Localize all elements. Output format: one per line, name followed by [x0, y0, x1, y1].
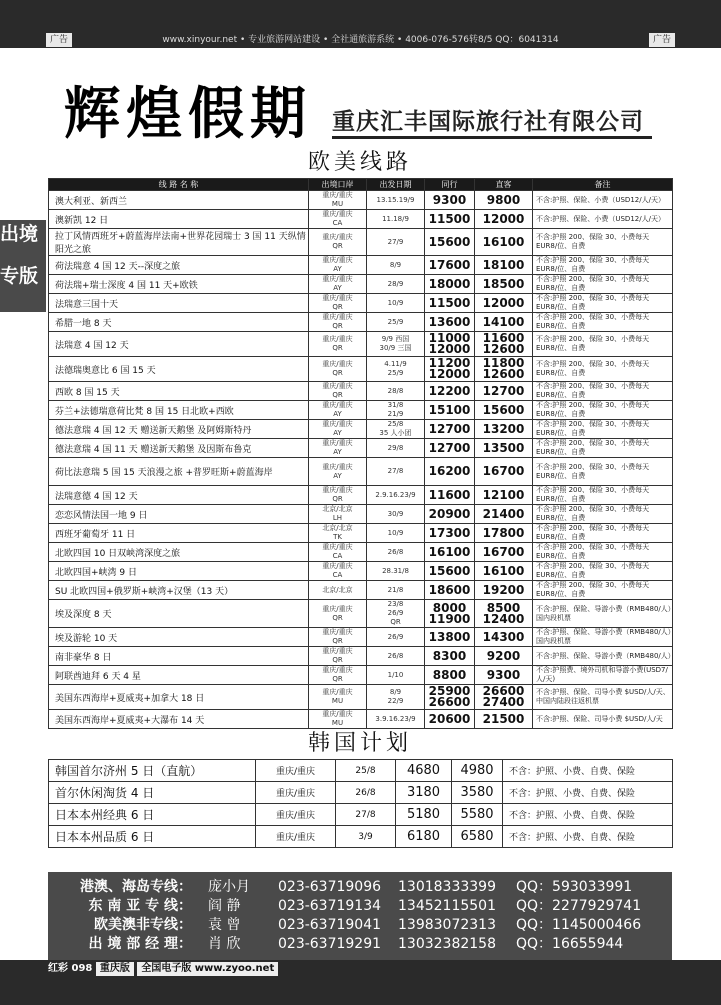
- date-cell: 26/8: [367, 543, 425, 562]
- note-cell: 不含：护照、小费、自费、保险: [503, 804, 673, 826]
- europe-table: [48, 178, 673, 729]
- contact-name: 庞小月: [208, 879, 250, 895]
- footer-edition: 重庆版: [96, 962, 134, 976]
- retail-price-cell: 12000: [475, 210, 533, 229]
- table-row: [49, 439, 673, 458]
- date-cell: 26/9: [367, 628, 425, 647]
- note-cell: 不含:护照、保险、小费（USD12/人/天）: [533, 210, 673, 229]
- route-cell: 埃及深度 8 天: [49, 600, 309, 628]
- note-cell: 不含:护照 200、保险 30、小费每天 EUR8/位、自费: [533, 581, 673, 600]
- route-cell: 美国东西海岸+夏威夷+大瀑布 14 天: [49, 710, 309, 729]
- note-cell: 不含：护照、小费、自费、保险: [503, 782, 673, 804]
- side-tab-char: 专: [0, 265, 20, 287]
- city-cell: 重庆/重庆 QR: [309, 382, 367, 401]
- table-row: [49, 229, 673, 256]
- peer-price-cell: 16200: [425, 458, 475, 486]
- date-cell: 10/9: [367, 524, 425, 543]
- peer-price-cell: 3180: [396, 782, 452, 804]
- footer-site[interactable]: 全国电子版 www.zyoo.net: [137, 962, 278, 976]
- peer-price-cell: 11500: [425, 294, 475, 313]
- retail-price-cell: 5580: [452, 804, 503, 826]
- note-cell: 不含:护照 200、保险 30、小费每天 EUR8/位、自费: [533, 294, 673, 313]
- peer-price-cell: 6180: [396, 826, 452, 848]
- contact-role: 东 南 亚 专 线：: [88, 898, 192, 914]
- note-cell: 不含：护照、小费、自费、保险: [503, 826, 673, 848]
- date-cell: 28/8: [367, 382, 425, 401]
- date-cell: 3/9: [336, 826, 396, 848]
- brand-underline: [332, 136, 652, 139]
- note-cell: 不含:护照、保险、导游小费（RMB480/人）国内段机票: [533, 628, 673, 647]
- content: [48, 148, 675, 848]
- retail-price-cell: 16100: [475, 562, 533, 581]
- retail-price-cell: 12000: [475, 294, 533, 313]
- note-cell: 不含:护照 200、保险 30、小费每天 EUR8/位、自费: [533, 524, 673, 543]
- peer-price-cell: 13600: [425, 313, 475, 332]
- peer-price-cell: 20600: [425, 710, 475, 729]
- retail-price-cell: 15600: [475, 401, 533, 420]
- table-row: [49, 826, 673, 848]
- route-cell: 日本本州经典 6 日: [49, 804, 256, 826]
- table-row: [49, 357, 673, 382]
- note-cell: 不含:护照 200、保险 30、小费每天 EUR8/位、自费: [533, 420, 673, 439]
- header-peer: 同行: [425, 179, 475, 191]
- peer-price-cell: 11600: [425, 486, 475, 505]
- city-cell: 重庆/重庆 QR: [309, 647, 367, 666]
- top-info: www.xinyour.net • 专业旅游网站建设 • 全社通旅游系统 • 4006-076-576转8/5 QQ：6041314: [162, 35, 559, 45]
- peer-price-cell: 12700: [425, 420, 475, 439]
- table-row: [49, 685, 673, 710]
- side-tab-char: 版: [19, 265, 39, 287]
- note-cell: 不含:护照、保险、小费（USD12/人/天）: [533, 191, 673, 210]
- note-cell: 不含:护照 200、保险 30、小费每天 EUR8/位、自费: [533, 332, 673, 357]
- note-cell: 不含:护照费、境外司机和导游小费(USD7/人/天): [533, 666, 673, 685]
- peer-price-cell: 17300: [425, 524, 475, 543]
- route-cell: SU 北欧四国+俄罗斯+峡湾+汉堡（13 天）: [49, 581, 309, 600]
- retail-price-cell: 9300: [475, 666, 533, 685]
- table-row: [49, 332, 673, 357]
- table-row: [49, 401, 673, 420]
- contact-row: [48, 878, 672, 897]
- date-cell: 13.15.19/9: [367, 191, 425, 210]
- note-cell: 不含:护照、保险、司导小费 $USD/人/天、中国内陆段往返机票: [533, 685, 673, 710]
- note-cell: 不含:护照 200、保险 30、小费每天 EUR8/位、自费: [533, 439, 673, 458]
- retail-price-cell: 21400: [475, 505, 533, 524]
- route-cell: 德法意瑞 4 国 11 天 赠送新天鹅堡 及因斯布鲁克: [49, 439, 309, 458]
- retail-price-cell: 16700: [475, 458, 533, 486]
- date-cell: 26/8: [367, 647, 425, 666]
- retail-price-cell: 13200: [475, 420, 533, 439]
- contact-qq: QQ：2277929741: [516, 898, 642, 914]
- city-cell: 重庆/重庆 MU: [309, 191, 367, 210]
- route-cell: 芬兰+法德瑞意荷比梵 8 国 15 日北欧+西欧: [49, 401, 309, 420]
- peer-price-cell: 25900 26600: [425, 685, 475, 710]
- city-cell: 重庆/重庆 QR: [309, 229, 367, 256]
- route-cell: 西班牙葡萄牙 11 日: [49, 524, 309, 543]
- note-cell: 不含:护照 200、保险 30、小费每天 EUR8/位、自费: [533, 543, 673, 562]
- route-cell: 法德瑞奥意比 6 国 15 天: [49, 357, 309, 382]
- europe-title: 欧美线路: [307, 150, 412, 175]
- peer-price-cell: 5180: [396, 804, 452, 826]
- route-cell: 恋恋风情法国一地 9 日: [49, 505, 309, 524]
- brand-header: [48, 48, 672, 148]
- city-cell: 重庆/重庆 CA: [309, 562, 367, 581]
- side-tab-char: 境: [19, 223, 39, 245]
- city-cell: 北京/北京 LH: [309, 505, 367, 524]
- city-cell: 重庆/重庆 MU: [309, 710, 367, 729]
- city-cell: 重庆/重庆 QR: [309, 294, 367, 313]
- retail-price-cell: 26600 27400: [475, 685, 533, 710]
- contact-row: [48, 897, 672, 916]
- peer-price-cell: 12200: [425, 382, 475, 401]
- city-cell: 重庆/重庆 QR: [309, 486, 367, 505]
- date-cell: 21/8: [367, 581, 425, 600]
- top-bar: [0, 0, 721, 48]
- city-cell: 重庆/重庆: [256, 760, 336, 782]
- retail-price-cell: 6580: [452, 826, 503, 848]
- contact-name: 阎 静: [208, 898, 241, 914]
- retail-price-cell: 16100: [475, 229, 533, 256]
- table-row: [49, 581, 673, 600]
- note-cell: 不含:护照 200、保险 30、小费每天 EUR8/位、自费: [533, 229, 673, 256]
- contact-mobile: 13032382158: [398, 936, 496, 952]
- note-cell: 不含:护照 200、保险 30、小费每天 EUR8/位、自费: [533, 458, 673, 486]
- table-header: [49, 179, 673, 191]
- route-cell: 法瑞意 4 国 12 天: [49, 332, 309, 357]
- date-cell: 10/9: [367, 294, 425, 313]
- route-cell: 韩国首尔济州 5 日（直航）: [49, 760, 256, 782]
- table-row: [49, 256, 673, 275]
- contact-role: 出 境 部 经 理：: [88, 936, 192, 952]
- city-cell: 重庆/重庆 MU: [309, 685, 367, 710]
- route-cell: 阿联酋迪拜 6 天 4 星: [49, 666, 309, 685]
- retail-price-cell: 9800: [475, 191, 533, 210]
- city-cell: 重庆/重庆: [256, 804, 336, 826]
- table-row: [49, 191, 673, 210]
- table-row: [49, 420, 673, 439]
- route-cell: 荷法瑞意 4 国 12 天--深度之旅: [49, 256, 309, 275]
- route-cell: 法瑞意德 4 国 12 天: [49, 486, 309, 505]
- date-cell: 25/9: [367, 313, 425, 332]
- date-cell: 9/9 西国 30/9 三国: [367, 332, 425, 357]
- table-row: [49, 294, 673, 313]
- brand-title: 辉煌假期: [64, 81, 312, 147]
- peer-price-cell: 9300: [425, 191, 475, 210]
- note-cell: 不含:护照 200、保险 30、小费每天 EUR8/位、自费: [533, 275, 673, 294]
- note-cell: 不含:护照 200、保险 30、小费每天 EUR8/位、自费: [533, 357, 673, 382]
- city-cell: 重庆/重庆 QR: [309, 357, 367, 382]
- route-cell: 北欧四国 10 日双峡湾深度之旅: [49, 543, 309, 562]
- city-cell: 北京/北京: [309, 581, 367, 600]
- contact-mobile: 13983072313: [398, 917, 496, 933]
- table-row: [49, 313, 673, 332]
- table-row: [49, 275, 673, 294]
- header-route: 线 路 名 称: [49, 179, 309, 191]
- date-cell: 25/8: [336, 760, 396, 782]
- note-cell: 不含:护照 200、保险 30、小费每天 EUR8/位、自费: [533, 562, 673, 581]
- contact-role: 欧美澳非专线：: [94, 917, 192, 933]
- retail-price-cell: 12700: [475, 382, 533, 401]
- peer-price-cell: 8000 11900: [425, 600, 475, 628]
- peer-price-cell: 13800: [425, 628, 475, 647]
- note-cell: 不含:护照 200、保险 30、小费每天 EUR8/位、自费: [533, 486, 673, 505]
- peer-price-cell: 15100: [425, 401, 475, 420]
- contacts-panel: [48, 872, 672, 960]
- retail-price-cell: 18500: [475, 275, 533, 294]
- peer-price-cell: 15600: [425, 229, 475, 256]
- date-cell: 8/9: [367, 256, 425, 275]
- route-cell: 西欧 8 国 15 天: [49, 382, 309, 401]
- route-cell: 美国东西海岸+夏威夷+加拿大 18 日: [49, 685, 309, 710]
- peer-price-cell: 17600: [425, 256, 475, 275]
- city-cell: 重庆/重庆 AY: [309, 439, 367, 458]
- table-row: [49, 524, 673, 543]
- contact-name: 袁 曾: [208, 917, 241, 933]
- city-cell: 重庆/重庆 QR: [309, 628, 367, 647]
- note-cell: 不含:护照 200、保险 30、小费每天 EUR8/位、自费: [533, 256, 673, 275]
- retail-price-cell: 8500 12400: [475, 600, 533, 628]
- note-cell: 不含:护照、保险、导游小费（RMB480/人）国内段机票: [533, 600, 673, 628]
- header-date: 出发日期: [367, 179, 425, 191]
- brand-subtitle: 重庆汇丰国际旅行社有限公司: [332, 109, 644, 135]
- contact-row: [48, 916, 672, 935]
- peer-price-cell: 8300: [425, 647, 475, 666]
- retail-price-cell: 12100: [475, 486, 533, 505]
- peer-price-cell: 11500: [425, 210, 475, 229]
- route-cell: 澳大利亚、新西兰: [49, 191, 309, 210]
- contact-role: 港澳、海岛专线：: [80, 879, 192, 895]
- ad-tag-left: 广告: [46, 33, 72, 47]
- city-cell: 重庆/重庆: [256, 826, 336, 848]
- date-cell: 27/8: [367, 458, 425, 486]
- contact-phone: 023-63719134: [278, 898, 382, 914]
- contact-phone: 023-63719096: [278, 879, 382, 895]
- date-cell: 4.11/9 25/9: [367, 357, 425, 382]
- city-cell: 重庆/重庆 AY: [309, 420, 367, 439]
- date-cell: 1/10: [367, 666, 425, 685]
- peer-price-cell: 20900: [425, 505, 475, 524]
- retail-price-cell: 19200: [475, 581, 533, 600]
- contact-qq: QQ：1145000466: [516, 917, 642, 933]
- city-cell: 重庆/重庆 QR: [309, 332, 367, 357]
- retail-price-cell: 11600 12600: [475, 332, 533, 357]
- retail-price-cell: 14300: [475, 628, 533, 647]
- route-cell: 首尔休闲淘货 4 日: [49, 782, 256, 804]
- retail-price-cell: 11800 12600: [475, 357, 533, 382]
- note-cell: 不含:护照 200、保险 30、小费每天 EUR8/位、自费: [533, 382, 673, 401]
- contact-mobile: 13018333399: [398, 879, 496, 895]
- note-cell: 不含:护照 200、保险 30、小费每天 EUR8/位、自费: [533, 505, 673, 524]
- table-row: [49, 600, 673, 628]
- peer-price-cell: 18000: [425, 275, 475, 294]
- korea-table: [48, 759, 673, 848]
- city-cell: 重庆/重庆 QR: [309, 666, 367, 685]
- table-row: [49, 458, 673, 486]
- date-cell: 27/9: [367, 229, 425, 256]
- city-cell: 重庆/重庆 QR: [309, 600, 367, 628]
- contact-name: 肖 欣: [208, 936, 241, 952]
- contact-row: [48, 935, 672, 954]
- route-cell: 荷比法意瑞 5 国 15 天浪漫之旅 +普罗旺斯+蔚蓝海岸: [49, 458, 309, 486]
- route-cell: 希腊一地 8 天: [49, 313, 309, 332]
- contact-phone: 023-63719291: [278, 936, 382, 952]
- route-cell: 日本本州品质 6 日: [49, 826, 256, 848]
- date-cell: 11.18/9: [367, 210, 425, 229]
- retail-price-cell: 9200: [475, 647, 533, 666]
- peer-price-cell: 15600: [425, 562, 475, 581]
- route-cell: 拉丁风情西班牙+蔚蓝海岸法南+世界花园瑞士 3 国 11 天纵情阳光之旅: [49, 229, 309, 256]
- table-row: [49, 543, 673, 562]
- peer-price-cell: 8800: [425, 666, 475, 685]
- city-cell: 重庆/重庆 CA: [309, 543, 367, 562]
- date-cell: 2.9.16.23/9: [367, 486, 425, 505]
- note-cell: 不含:护照、保险、司导小费 $USD/人/天: [533, 710, 673, 729]
- route-cell: 澳新凯 12 日: [49, 210, 309, 229]
- date-cell: 26/8: [336, 782, 396, 804]
- peer-price-cell: 12700: [425, 439, 475, 458]
- table-row: [49, 562, 673, 581]
- retail-price-cell: 13500: [475, 439, 533, 458]
- date-cell: 8/9 22/9: [367, 685, 425, 710]
- date-cell: 28.31/8: [367, 562, 425, 581]
- peer-price-cell: 4680: [396, 760, 452, 782]
- table-row: [49, 760, 673, 782]
- city-cell: 重庆/重庆 AY: [309, 458, 367, 486]
- ad-tag-right: 广告: [649, 33, 675, 47]
- header-retail: 直客: [475, 179, 533, 191]
- city-cell: 北京/北京 TK: [309, 524, 367, 543]
- table-row: [49, 382, 673, 401]
- city-cell: 重庆/重庆 CA: [309, 210, 367, 229]
- footer-page: 红彩 098: [48, 963, 93, 974]
- contact-phone: 023-63719041: [278, 917, 382, 933]
- korea-title: 韩国计划: [307, 731, 412, 756]
- retail-price-cell: 16700: [475, 543, 533, 562]
- city-cell: 重庆/重庆: [256, 782, 336, 804]
- retail-price-cell: 14100: [475, 313, 533, 332]
- date-cell: 28/9: [367, 275, 425, 294]
- table-row: [49, 628, 673, 647]
- note-cell: 不含:护照 200、保险 30、小费每天 EUR8/位、自费: [533, 401, 673, 420]
- city-cell: 重庆/重庆 AY: [309, 401, 367, 420]
- table-row: [49, 210, 673, 229]
- route-cell: 法瑞意三国十天: [49, 294, 309, 313]
- city-cell: 重庆/重庆 AY: [309, 275, 367, 294]
- date-cell: 23/8 26/9 QR: [367, 600, 425, 628]
- retail-price-cell: 21500: [475, 710, 533, 729]
- city-cell: 重庆/重庆 AY: [309, 256, 367, 275]
- header-note: 备注: [533, 179, 673, 191]
- table-row: [49, 782, 673, 804]
- table-row: [49, 505, 673, 524]
- route-cell: 埃及游轮 10 天: [49, 628, 309, 647]
- table-row: [49, 486, 673, 505]
- contact-qq: QQ：16655944: [516, 936, 624, 952]
- peer-price-cell: 11000 12000: [425, 332, 475, 357]
- date-cell: 25/8 35 人小团: [367, 420, 425, 439]
- table-row: [49, 666, 673, 685]
- peer-price-cell: 16100: [425, 543, 475, 562]
- contact-qq: QQ：593033991: [516, 879, 633, 895]
- date-cell: 27/8: [336, 804, 396, 826]
- route-cell: 北欧四国+峡湾 9 日: [49, 562, 309, 581]
- date-cell: 30/9: [367, 505, 425, 524]
- note-cell: 不含：护照、小费、自费、保险: [503, 760, 673, 782]
- date-cell: 3.9.16.23/9: [367, 710, 425, 729]
- side-tab-char: 出: [0, 223, 20, 245]
- peer-price-cell: 11200 12000: [425, 357, 475, 382]
- retail-price-cell: 4980: [452, 760, 503, 782]
- note-cell: 不含:护照、保险、导游小费（RMB480/人）: [533, 647, 673, 666]
- route-cell: 南非豪华 8 日: [49, 647, 309, 666]
- peer-price-cell: 18600: [425, 581, 475, 600]
- footer: [48, 962, 278, 976]
- table-row: [49, 710, 673, 729]
- contact-mobile: 13452115501: [398, 898, 496, 914]
- side-tab: [0, 220, 46, 312]
- route-cell: 德法意瑞 4 国 12 天 赠送新天鹅堡 及阿姆斯特丹: [49, 420, 309, 439]
- date-cell: 29/8: [367, 439, 425, 458]
- note-cell: 不含:护照 200、保险 30、小费每天 EUR8/位、自费: [533, 313, 673, 332]
- date-cell: 31/8 21/9: [367, 401, 425, 420]
- table-row: [49, 804, 673, 826]
- route-cell: 荷法瑞+瑞士深度 4 国 11 天+欧铁: [49, 275, 309, 294]
- retail-price-cell: 3580: [452, 782, 503, 804]
- retail-price-cell: 17800: [475, 524, 533, 543]
- table-row: [49, 647, 673, 666]
- header-city: 出境口岸: [309, 179, 367, 191]
- retail-price-cell: 18100: [475, 256, 533, 275]
- city-cell: 重庆/重庆 QR: [309, 313, 367, 332]
